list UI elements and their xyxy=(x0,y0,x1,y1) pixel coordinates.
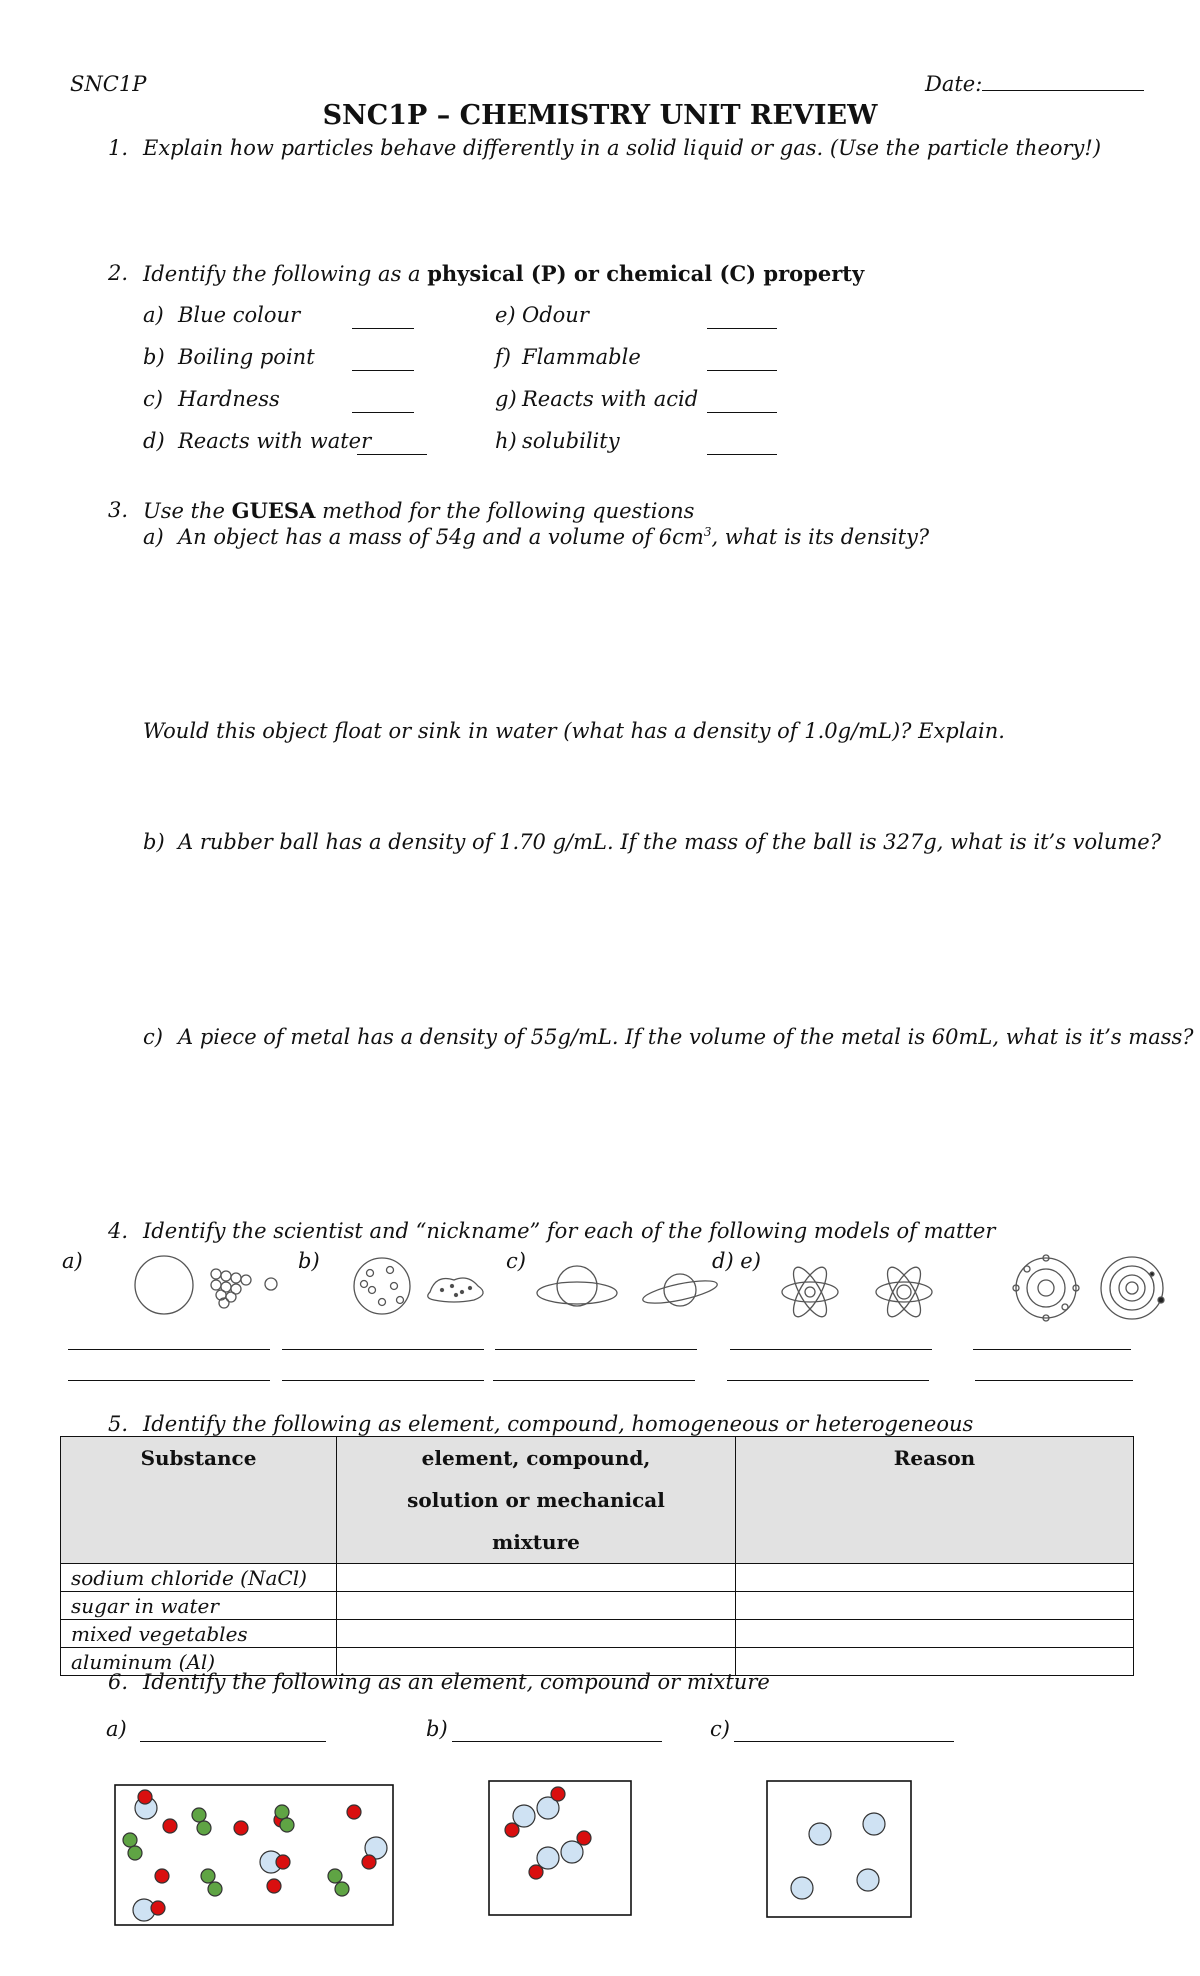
q3-pre: Use the xyxy=(143,499,225,523)
q2-item xyxy=(143,345,165,369)
q2-text xyxy=(143,261,864,286)
q1-text: Explain how particles behave differently in a solid liquid or gas. (Use the particle theory!) xyxy=(143,136,1102,160)
q2-letter: h) xyxy=(495,429,517,453)
q4-a-nickname-line[interactable] xyxy=(68,1380,270,1381)
q2-prefix: Identify the following as a xyxy=(143,262,421,286)
q6-label-b: b) xyxy=(426,1717,448,1741)
q3c-text: A piece of metal has a density of 55g/mL. If the volume of the metal is 60mL, what is it’s mass? xyxy=(178,1025,1194,1049)
q4-b-scientist-line[interactable] xyxy=(282,1349,484,1350)
q3-post: method for the following questions xyxy=(322,499,695,523)
q2-item xyxy=(495,303,516,327)
q2-bold: physical (P) or chemical (C) property xyxy=(427,261,865,286)
q2-number: 2. xyxy=(108,261,129,285)
q2-label: Blue colour xyxy=(178,303,301,327)
q2-e-blank[interactable] xyxy=(707,328,777,329)
q2-item xyxy=(495,345,511,369)
substance-name: mixed vegetables xyxy=(61,1620,337,1648)
thomson-model-icon xyxy=(354,1258,483,1314)
q2-label: Hardness xyxy=(178,387,280,411)
q3-number: 3. xyxy=(108,498,129,522)
q6-label-a: a) xyxy=(106,1717,127,1741)
q2-letter: b) xyxy=(143,345,165,369)
q3b-letter: b) xyxy=(143,830,165,854)
mixture-diagram-a xyxy=(114,1784,396,1928)
classification-cell[interactable] xyxy=(337,1564,736,1592)
q6-label-c: c) xyxy=(710,1717,730,1741)
q4-label-a: a) xyxy=(62,1249,83,1273)
classification-cell[interactable] xyxy=(337,1620,736,1648)
q4-a-scientist-line[interactable] xyxy=(68,1349,270,1350)
q4-e-nickname-line[interactable] xyxy=(975,1380,1133,1381)
q4-label-c: c) xyxy=(506,1249,526,1273)
q3b-text: A rubber ball has a density of 1.70 g/mL. If the mass of the ball is 327g, what is it’s volume? xyxy=(178,830,1161,854)
q6-c-blank[interactable] xyxy=(734,1741,954,1742)
date-label-text: Date: xyxy=(925,72,983,96)
course-code: SNC1P xyxy=(70,72,147,96)
q3a-pre: An object has a mass of 54g and a volume of 6cm xyxy=(178,525,704,549)
atomic-models-illustration xyxy=(0,1240,1200,1340)
q4-c-scientist-line[interactable] xyxy=(495,1349,697,1350)
q4-text: Identify the scientist and “nickname” for each of the following models of matter xyxy=(143,1219,996,1243)
q2-label: Reacts with water xyxy=(178,429,372,453)
q3a-letter: a) xyxy=(143,525,164,549)
date-label xyxy=(925,72,1144,96)
substance-name: sugar in water xyxy=(61,1592,337,1620)
q2-letter: f) xyxy=(495,345,511,369)
classification-cell[interactable] xyxy=(337,1592,736,1620)
q4-d-scientist-line[interactable] xyxy=(730,1349,932,1350)
q2-letter: a) xyxy=(143,303,164,327)
q1-number: 1. xyxy=(108,136,129,160)
q2-item xyxy=(495,429,517,453)
q3a-text xyxy=(178,525,929,549)
q2-letter: d) xyxy=(143,429,165,453)
q3c-letter: c) xyxy=(143,1025,163,1049)
q2-letter: c) xyxy=(143,387,163,411)
q2-h-blank[interactable] xyxy=(707,454,777,455)
q3-text xyxy=(143,498,694,523)
q2-item xyxy=(143,387,163,411)
q5-text: Identify the following as element, compound, homogeneous or heterogeneous xyxy=(143,1412,974,1436)
saturnian-model-icon xyxy=(537,1266,719,1308)
q2-label: Odour xyxy=(522,303,589,327)
q6-a-blank[interactable] xyxy=(140,1741,326,1742)
q4-label-b: b) xyxy=(298,1249,320,1273)
reason-cell[interactable] xyxy=(736,1648,1134,1676)
q3a-sup: 3 xyxy=(703,525,712,539)
q4-d-nickname-line[interactable] xyxy=(727,1380,929,1381)
q5-number: 5. xyxy=(108,1412,129,1436)
compound-diagram-b xyxy=(488,1780,634,1918)
q2-letter: g) xyxy=(495,387,517,411)
q6-b-blank[interactable] xyxy=(452,1741,662,1742)
table-row xyxy=(61,1620,1134,1648)
q4-label-de: d) e) xyxy=(712,1249,761,1273)
q4-e-scientist-line[interactable] xyxy=(973,1349,1131,1350)
q2-item xyxy=(143,429,165,453)
header-classification: element, compound, solution or mechanical mixture xyxy=(337,1437,736,1564)
q3-bold: GUESA xyxy=(231,498,316,523)
header-reason: Reason xyxy=(736,1437,1134,1564)
q2-letter: e) xyxy=(495,303,516,327)
q4-c-nickname-line[interactable] xyxy=(493,1380,695,1381)
q2-item xyxy=(143,303,164,327)
reason-cell[interactable] xyxy=(736,1620,1134,1648)
table-header-row xyxy=(61,1437,1134,1564)
bohr-model-icon xyxy=(1013,1255,1164,1321)
q2-label: solubility xyxy=(522,429,620,453)
q6-text: Identify the following as an element, compound or mixture xyxy=(143,1670,770,1694)
table-row xyxy=(61,1592,1134,1620)
substance-name: sodium chloride (NaCl) xyxy=(61,1564,337,1592)
q2-f-blank[interactable] xyxy=(707,370,777,371)
q3a-post: , what is its density? xyxy=(711,525,930,549)
rutherford-model-icon xyxy=(782,1263,932,1321)
q2-a-blank[interactable] xyxy=(352,328,414,329)
q2-d-blank[interactable] xyxy=(357,454,427,455)
q2-b-blank[interactable] xyxy=(352,370,414,371)
q6-number: 6. xyxy=(108,1670,129,1694)
date-blank[interactable] xyxy=(982,90,1144,91)
reason-cell[interactable] xyxy=(736,1592,1134,1620)
q2-c-blank[interactable] xyxy=(352,412,414,413)
q4-b-nickname-line[interactable] xyxy=(282,1380,484,1381)
substance-table xyxy=(60,1436,1134,1676)
dalton-model-icon xyxy=(135,1256,277,1314)
element-diagram-c xyxy=(766,1780,914,1920)
table-row xyxy=(61,1564,1134,1592)
reason-cell[interactable] xyxy=(736,1564,1134,1592)
header-substance: Substance xyxy=(61,1437,337,1564)
q2-g-blank[interactable] xyxy=(707,412,777,413)
q2-label: Reacts with acid xyxy=(522,387,699,411)
q2-label: Boiling point xyxy=(178,345,315,369)
q2-label: Flammable xyxy=(522,345,641,369)
q4-number: 4. xyxy=(108,1219,129,1243)
q3-float-text: Would this object float or sink in water (what has a density of 1.0g/mL)? Explain. xyxy=(143,719,1005,743)
substance-name: aluminum (Al) xyxy=(61,1648,337,1676)
q2-item xyxy=(495,387,517,411)
page-title: SNC1P – CHEMISTRY UNIT REVIEW xyxy=(322,100,878,131)
